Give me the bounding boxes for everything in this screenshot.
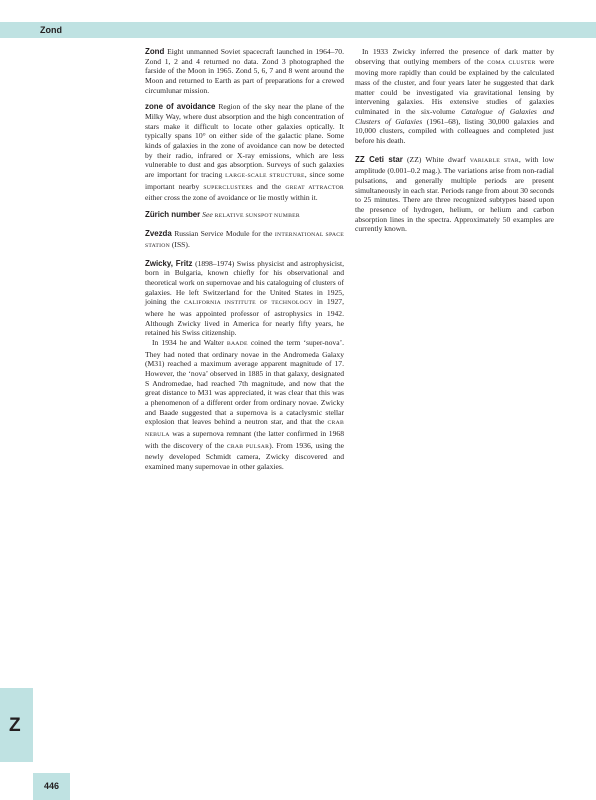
- entry-zwicky: [145, 259, 344, 472]
- definition: (1961–68), listing 30,000 galaxies and 10,000 clusters, compiled with colleagues and completed just before his death.: [355, 116, 555, 145]
- definition: in 1927, where he was appointed professor of astrophysics in 1942. Although Zwicky lived in America for nearly fifty years, he retained his Swiss citizenship.: [145, 297, 344, 338]
- headword: zone of avoidance: [145, 102, 216, 112]
- section-letter: Z: [9, 715, 21, 736]
- definition: were moving more rapidly than could be explained by the calculated mass of the cluster, and four years later he suggested that dark matter could be investigated via gravitational lensing by intervening galaxies. His extensive studies of galaxies culminated in the six-volume: [355, 56, 554, 116]
- headword: Zond: [145, 47, 165, 56]
- paragraph: [355, 47, 554, 146]
- cross-reference[interactable]: COMA CLUSTER: [487, 59, 536, 66]
- paragraph: [145, 259, 344, 338]
- definition: Region of the sky near the plane of the Milky Way, where dust absorption and the high concentration of stars make it difficult to locate other galaxies optically. It typically spans 10° on either side of the galactic plane. Some kinds of galaxies in the zone of avoidance can now be detected by their radio, infrared or X-ray emissions, which are less vulnerable to dust and gas absorption. Surveys of such galaxies are important for tracing: [145, 102, 344, 179]
- definition: (1898–1974) Swiss physicist and astrophysicist, born in Bulgaria, known chiefly for his observational and theoretical work on supernovae and his cataloguing of clusters of galaxies. He left Switzerland for the United States in 1925, joining the: [145, 258, 344, 307]
- cross-reference[interactable]: RELATIVE SUNSPOT NUMBER: [214, 212, 300, 219]
- definition: In 1934 he and Walter: [152, 338, 224, 348]
- definition: coined the term ‘super-nova’. They had noted that ordinary novae in the Andromeda Galaxy (M31) reached a maximum average apparent magnitude of 17. However, the ‘nova’ observed in 1885 in that galaxy, designated S Andromedae, had reached 7th magnitude, and now that the great distance to M31 was appreciated, it was clear that this was a phenomenon of a different order from ordinary novae. Zwicky and Baade suggested that a supernova is a cataclysmic stellar explosion that leaves behind a neutron star, and that the: [145, 338, 345, 427]
- cross-reference[interactable]: CRAB NEBULA: [145, 420, 344, 438]
- entry-zvezda: [145, 229, 344, 252]
- definition: ). From 1936, using the newly developed Schmidt camera, Zwicky discovered and examined many supernovae in other galaxies.: [145, 440, 344, 471]
- entry-zurich-number: [145, 210, 344, 222]
- header-bar: [0, 22, 596, 38]
- definition: In 1933 Zwicky inferred the presence of dark matter by observing that outlying members of the: [355, 47, 554, 66]
- entry-zond: [145, 47, 344, 95]
- definition: , with low amplitude (0.001–0.2 mag.). The variations arise from non-radial pulsations, and generally multiple periods are present simultaneously in each star. Periods range from about 30 seconds to 25 minutes. There are three recognized subtypes based upon the presence of hydrogen, helium, or helium and carbon absorption lines in the spectra. Approximately 50 examples are currently known.: [355, 154, 554, 234]
- book-title: Catalogue of Galaxies and Clusters of Galaxies: [355, 106, 554, 126]
- definition: Russian Service Module for the: [174, 228, 273, 238]
- headword: Zürich number: [145, 209, 201, 219]
- entry-zz-ceti-star: [355, 155, 554, 234]
- paragraph: [145, 338, 344, 472]
- column-right: [355, 47, 554, 241]
- cross-reference[interactable]: GREAT ATTRACTOR: [285, 184, 344, 191]
- entry-zone-of-avoidance: [145, 102, 344, 203]
- definition: (ZZ) White dwarf: [407, 154, 466, 164]
- headword: Zvezda: [145, 228, 172, 238]
- cross-reference[interactable]: CALIFORNIA INSTITUTE OF TECHNOLOGY: [184, 300, 313, 307]
- cross-reference[interactable]: SUPERCLUSTERS: [203, 184, 253, 191]
- cross-reference[interactable]: LARGE-SCALE STRUCTURE: [225, 172, 305, 179]
- cross-reference[interactable]: CRAB PULSAR: [226, 443, 270, 450]
- cross-reference[interactable]: VARIABLE STAR: [469, 157, 519, 164]
- headword: Zwicky, Fritz: [145, 258, 193, 268]
- headword: ZZ Ceti star: [355, 154, 403, 164]
- section-tab: [0, 688, 33, 762]
- definition: (ISS).: [171, 240, 190, 250]
- folio-box: [33, 773, 70, 800]
- column-left: [145, 47, 344, 472]
- definition: and the: [256, 181, 282, 191]
- definition: was a supernova remnant (the latter confirmed in 1968 with the discovery of the: [145, 428, 344, 450]
- definition: either cross the zone of avoidance or lie mostly within it.: [145, 193, 318, 203]
- definition: , since some important nearby: [145, 169, 344, 191]
- running-head: Zond: [40, 25, 62, 35]
- cross-reference[interactable]: INTERNATIONAL SPACE STATION: [145, 231, 344, 250]
- definition: Eight unmanned Soviet spacecraft launched in 1964–70. Zond 1, 2 and 4 returned no data. Zond 3 photographed the farside of the Moon in 1965. Zond 5, 6, 7 and 8 went around the Moon and returned to Earth as part of preparations for a crewed circumlunar mission.: [145, 47, 344, 95]
- see-label: See: [202, 209, 213, 219]
- page-number: 446: [43, 781, 60, 791]
- cross-reference[interactable]: BAADE: [226, 341, 248, 348]
